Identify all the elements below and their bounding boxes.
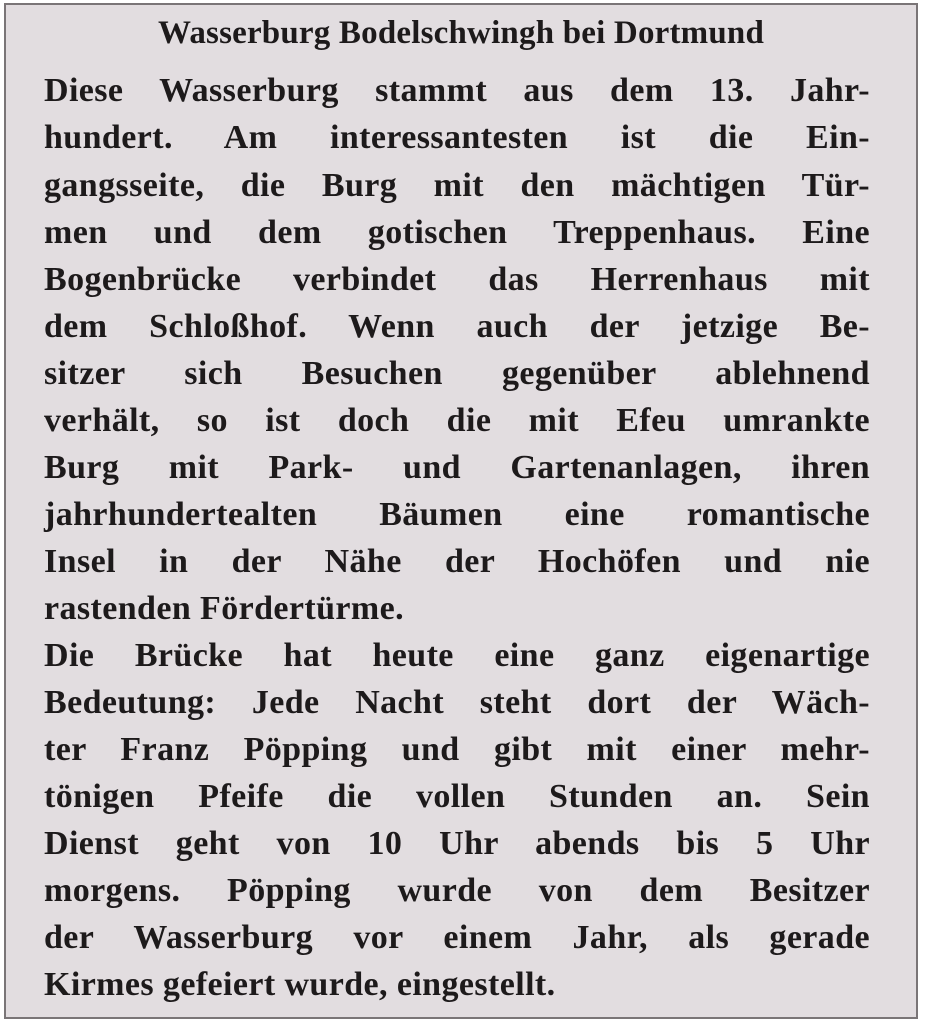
text-line: gangsseite, die Burg mit den mächtigen Tür-	[44, 167, 870, 204]
text-line: hundert. Am interessantesten ist die Ein-	[44, 119, 870, 156]
text-line: tönigen Pfeife die vollen Stunden an. Sein	[44, 778, 870, 815]
text-line: ter Franz Pöpping und gibt mit einer mehr-	[44, 731, 870, 768]
text-line: jahrhundertealten Bäumen eine romantische	[44, 496, 870, 533]
text-line: Bedeutung: Jede Nacht steht dort der Wäch-	[44, 684, 870, 721]
text-line: Die Brücke hat heute eine ganz eigenartige	[44, 637, 870, 674]
text-line: Bogenbrücke verbindet das Herrenhaus mit	[44, 261, 870, 298]
text-line: morgens. Pöpping wurde von dem Besitzer	[44, 872, 870, 909]
text-line: verhält, so ist doch die mit Efeu umrankte	[44, 402, 870, 439]
text-line: men und dem gotischen Treppenhaus. Eine	[44, 214, 870, 251]
text-line: sitzer sich Besuchen gegenüber ablehnend	[44, 355, 870, 392]
text-line: Burg mit Park- und Gartenanlagen, ihren	[44, 449, 870, 486]
newspaper-clipping	[4, 3, 918, 1019]
text-line: Diese Wasserburg stammt aus dem 13. Jahr-	[44, 72, 870, 109]
text-line: Dienst geht von 10 Uhr abends bis 5 Uhr	[44, 825, 870, 862]
text-line: Kirmes gefeiert wurde, eingestellt.	[44, 966, 556, 1003]
text-line: Insel in der Nähe der Hochöfen und nie	[44, 543, 870, 580]
text-line: dem Schloßhof. Wenn auch der jetzige Be-	[44, 308, 870, 345]
article-title: Wasserburg Bodelschwingh bei Dortmund	[157, 15, 765, 51]
text-line: rastenden Fördertürme.	[44, 590, 405, 627]
text-line: der Wasserburg vor einem Jahr, als gerade	[44, 919, 870, 956]
